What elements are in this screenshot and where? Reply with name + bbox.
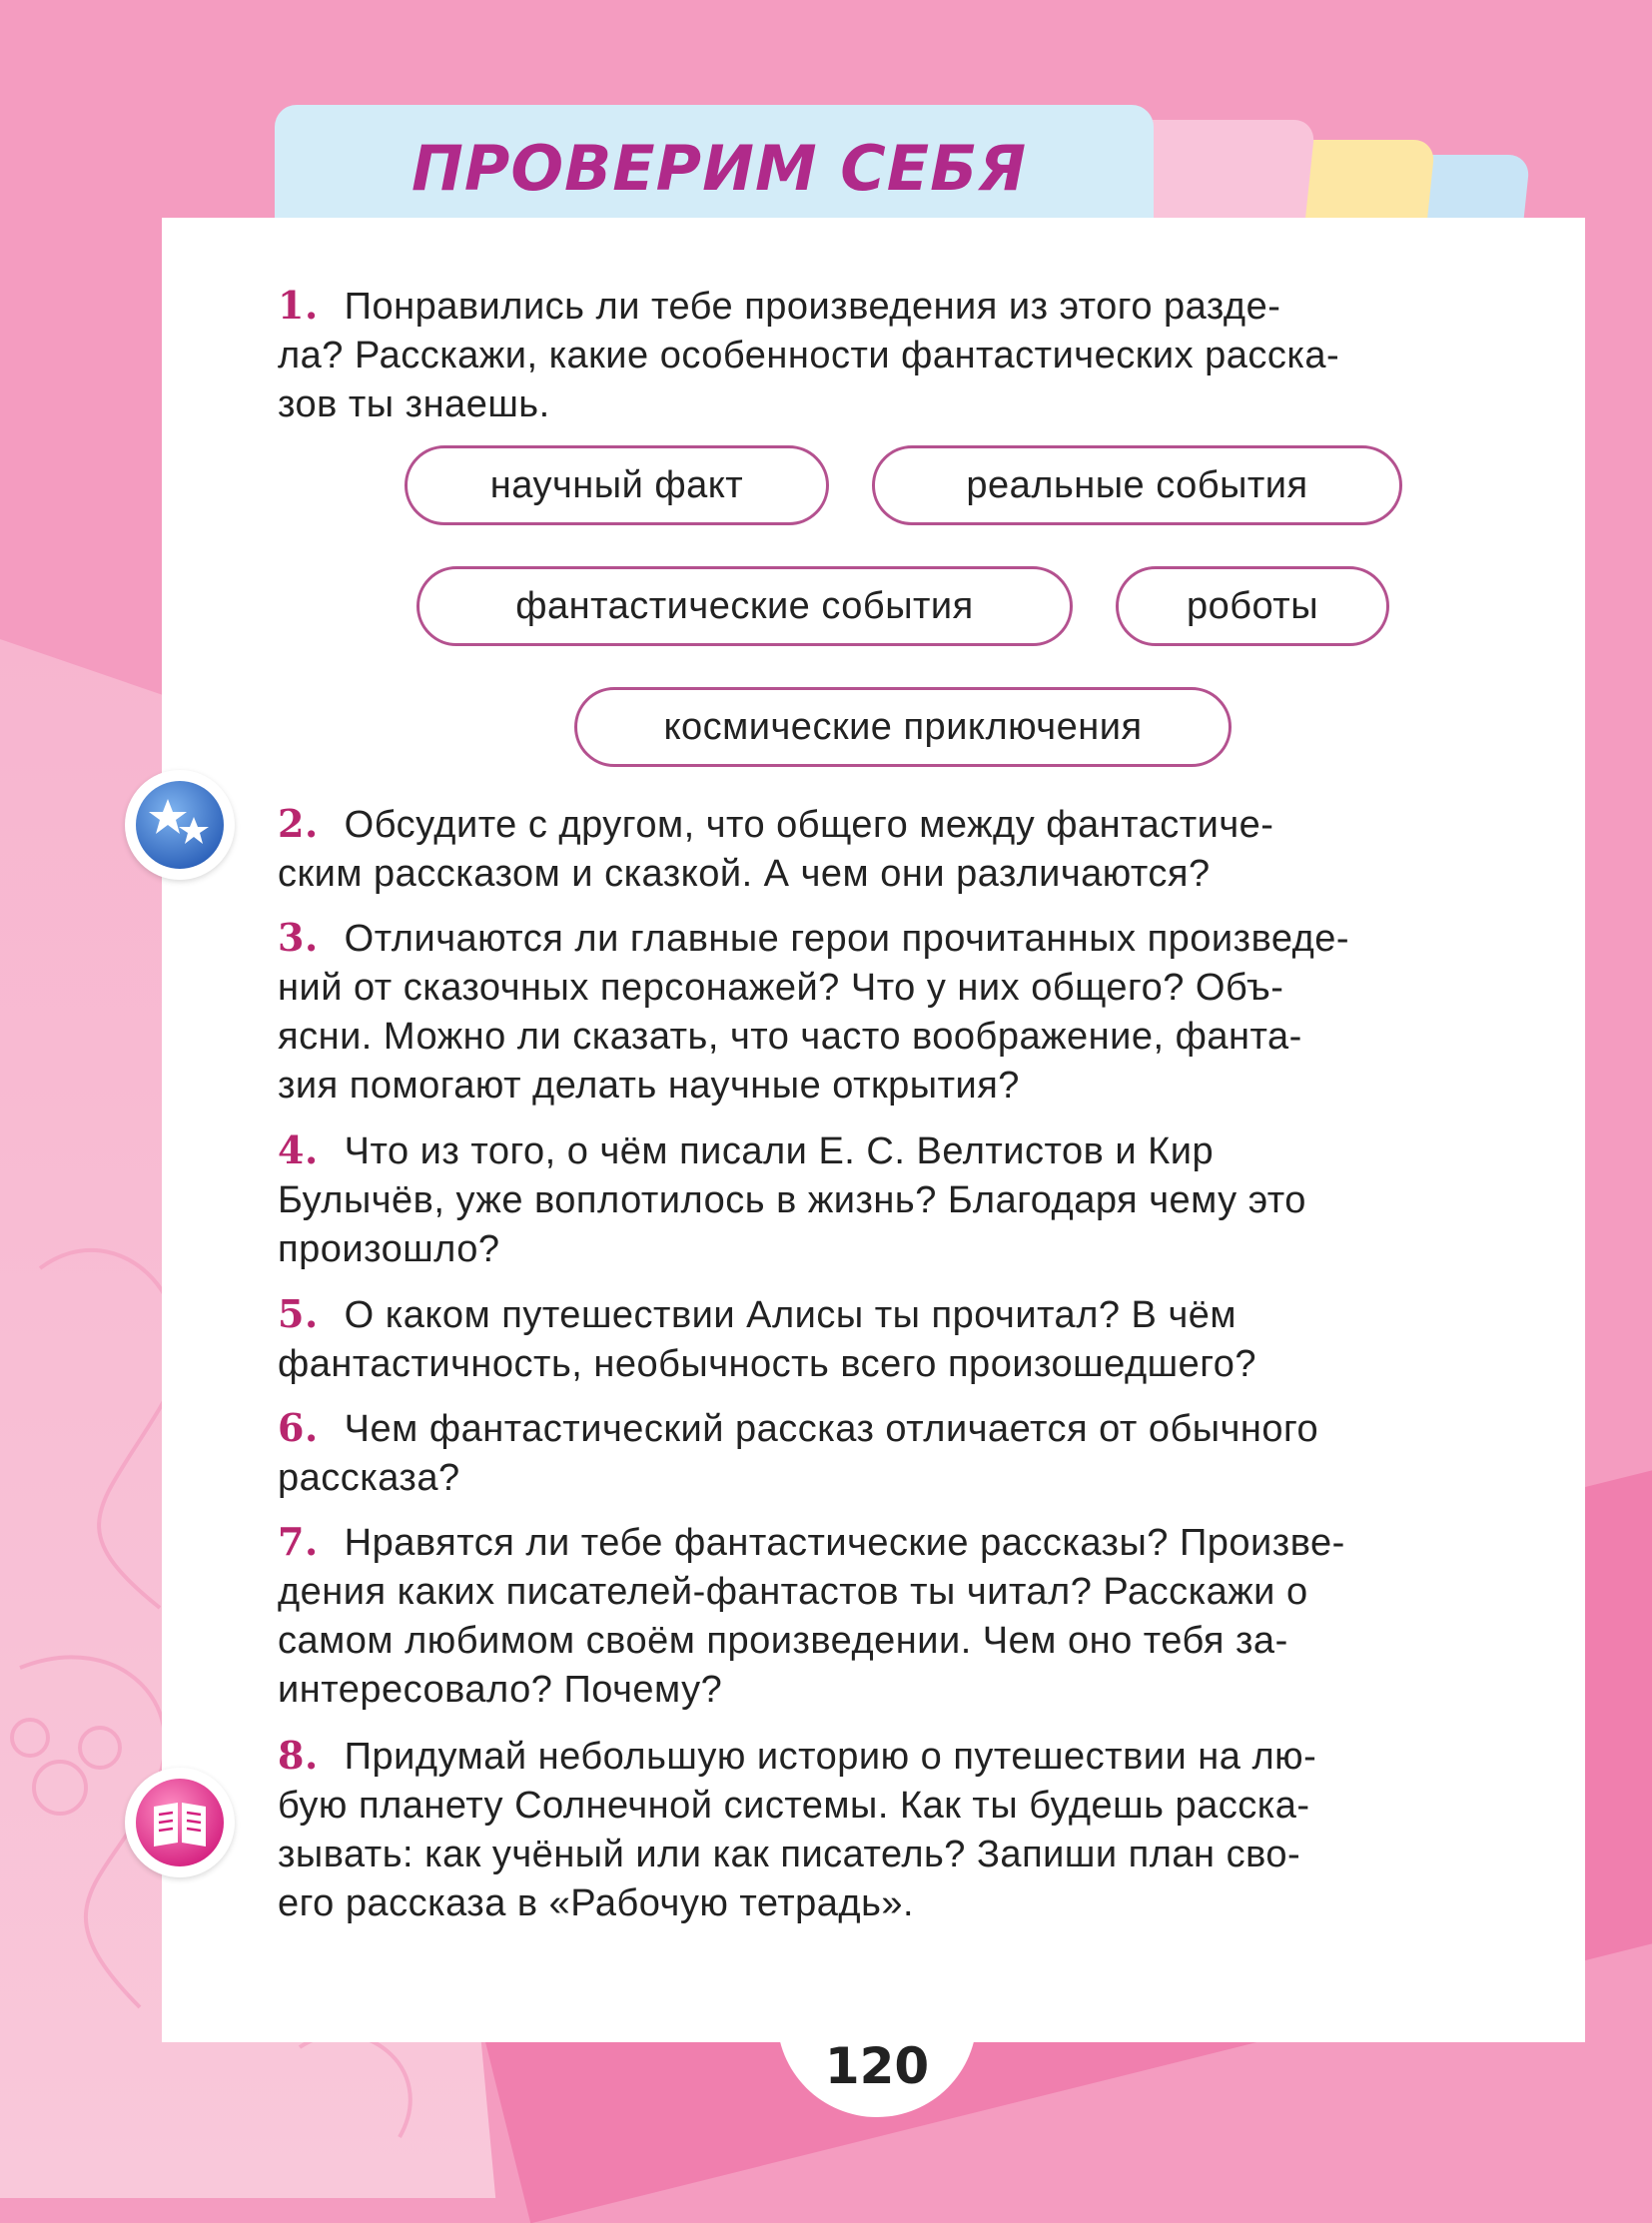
question-number: 7. xyxy=(278,1519,319,1564)
question-number: 6. xyxy=(278,1405,319,1450)
page-number: 120 xyxy=(824,2037,930,2095)
question-number: 2. xyxy=(278,801,319,846)
keyword-pill: реальные события xyxy=(872,445,1402,525)
pair-work-badge xyxy=(125,770,235,880)
workbook-badge xyxy=(125,1768,235,1877)
question-5: 5. О каком путешествии Алисы ты прочитал? В чём фантастичность, необычность всего произошедшего? xyxy=(278,1291,1257,1385)
question-8: 8. Придумай небольшую историю о путешествии на лю- бую планету Солнечной системы. Как ты будешь расска- зывать: как учёный или как писатель? Запиши план сво- его рассказа в «Рабочую тетрадь». xyxy=(278,1733,1317,1924)
question-3: 3. Отличаются ли главные герои прочитанных произведе- ний от сказочных персонажей? Что у них общего? Объ- ясни. Можно ли сказать, что часто воображение, фанта- зия помогают делать научные открытия? xyxy=(278,915,1350,1107)
keyword-pill: научный факт xyxy=(405,445,829,525)
keyword-pill: фантастические события xyxy=(416,566,1073,646)
question-number: 4. xyxy=(278,1127,319,1172)
question-2: 2. Обсудите с другом, что общего между фантастиче- ским рассказом и сказкой. А чем они различаются? xyxy=(278,801,1274,895)
question-7: 7. Нравятся ли тебе фантастические рассказы? Произве- дения каких писателей-фантастов ты читал? Расскажи о самом любимом своём произведении. Чем оно тебя за- интересовало? Почему? xyxy=(278,1519,1345,1711)
question-1: 1. Понравились ли тебе произведения из этого разде- ла? Расскажи, какие особенности фантастических расска- зов ты знаешь. xyxy=(278,283,1340,425)
question-6: 6. Чем фантастический рассказ отличается от обычного рассказа? xyxy=(278,1405,1319,1499)
question-4: 4. Что из того, о чём писали Е. С. Велтистов и Кир Булычёв, уже воплотилось в жизнь? Благодаря чему это произошло? xyxy=(278,1127,1306,1270)
open-book-icon xyxy=(134,1777,226,1868)
question-number: 5. xyxy=(278,1291,319,1336)
question-number: 8. xyxy=(278,1733,319,1778)
two-stars-icon xyxy=(134,779,226,871)
keyword-pill: космические приключения xyxy=(574,687,1232,767)
keyword-pill: роботы xyxy=(1116,566,1389,646)
page-title: ПРОВЕРИМ СЕБЯ xyxy=(412,132,1028,205)
question-number: 1. xyxy=(278,283,319,328)
question-number: 3. xyxy=(278,915,319,960)
